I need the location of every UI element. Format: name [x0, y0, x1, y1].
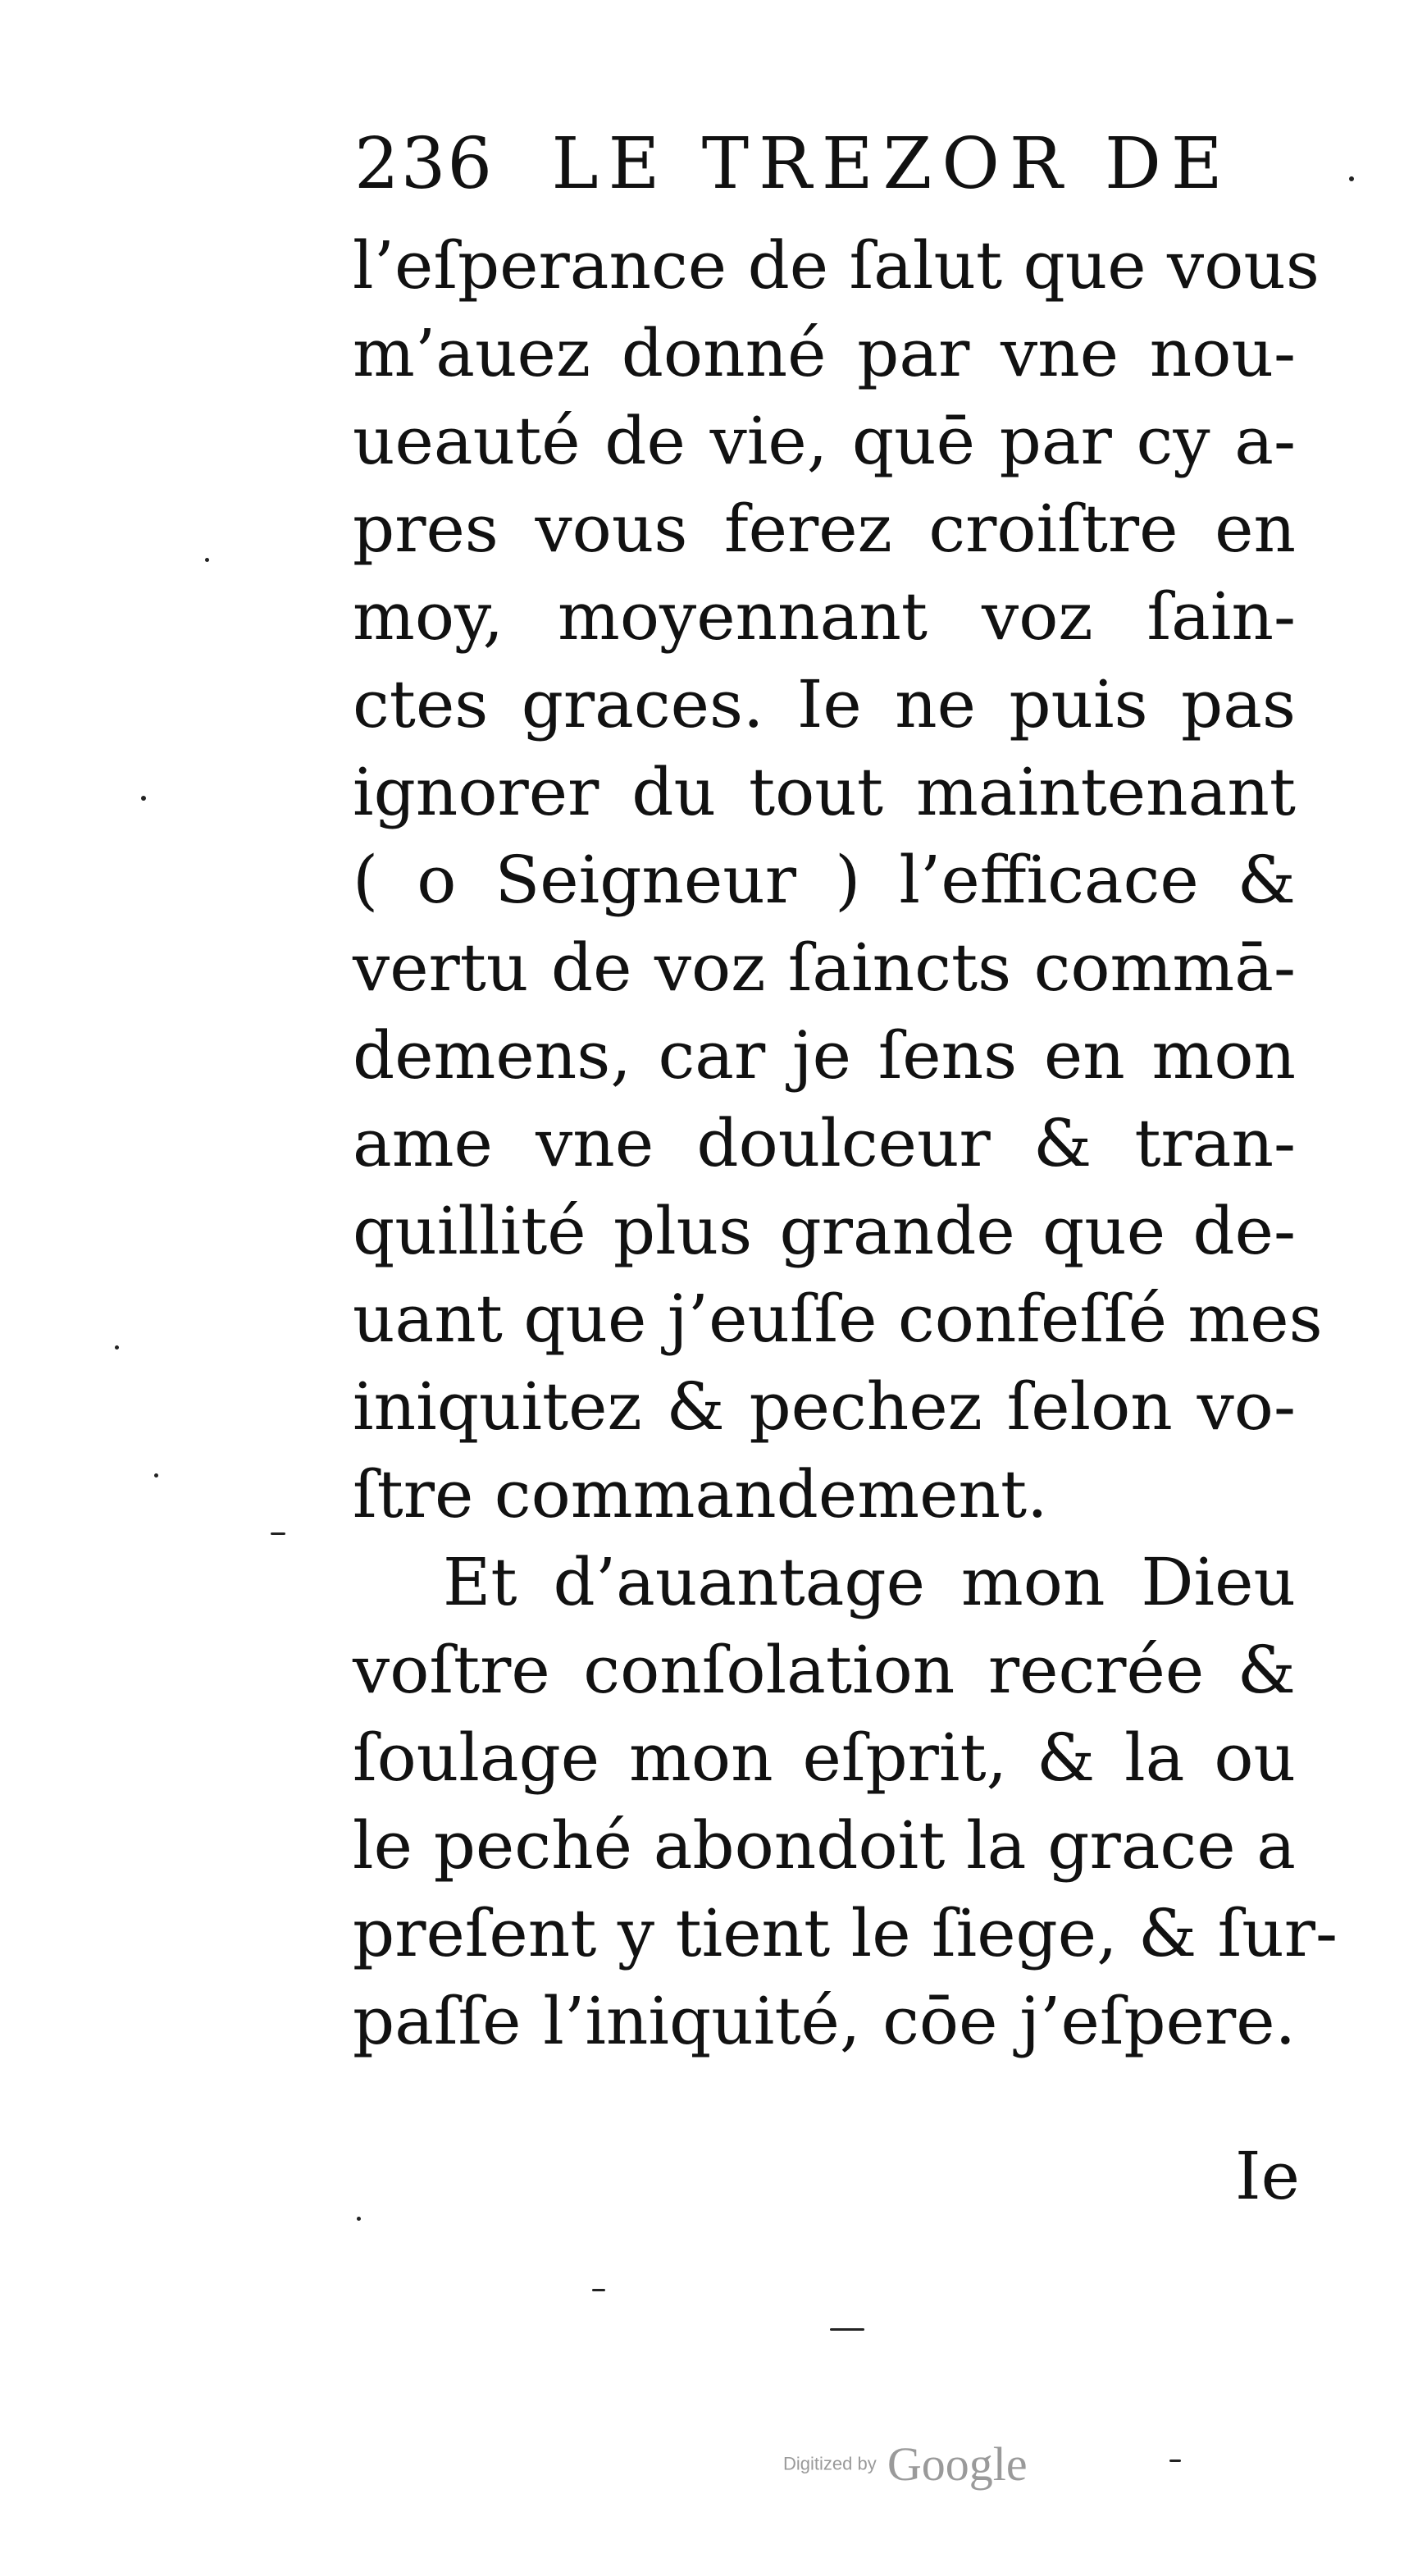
- text-line: m’auez donné par vne nou-: [353, 315, 1296, 391]
- ink-speck: [154, 1473, 158, 1478]
- ink-speck: [205, 558, 209, 562]
- text-line: paſſe l’iniquité, cōe j’eſpere.: [353, 1983, 1296, 2059]
- text-line: ( o Seigneur ) l’efficace &: [353, 842, 1296, 918]
- ink-speck: [1349, 176, 1354, 181]
- text-line: pres vous ferez croiſtre en: [353, 491, 1296, 567]
- text-line: ctes graces. Ie ne puis pas: [353, 666, 1296, 742]
- text-line: uant que j’euſſe confeſſé mes: [353, 1281, 1323, 1357]
- page-header: [354, 119, 1297, 209]
- ink-speck: [115, 1345, 119, 1350]
- text-line: l’eſperance de ſalut que vous: [353, 227, 1320, 304]
- text-line: moy, moyennant voz ſain-: [353, 578, 1296, 655]
- ink-speck: [271, 1532, 285, 1535]
- paragraph-first-line: Et d’auantage mon Dieu: [443, 1544, 1296, 1620]
- ink-speck: [830, 2328, 864, 2331]
- text-line: vertu de voz ſaincts commā-: [353, 929, 1296, 1006]
- ink-speck: [1169, 2460, 1181, 2462]
- main-text: [353, 222, 1338, 2065]
- text-line: quillité plus grande que de-: [353, 1193, 1296, 1269]
- ink-speck: [141, 796, 146, 801]
- text-line: ſoulage mon eſprit, & la ou: [353, 1720, 1296, 1796]
- text-line: ame vne doulceur & tran-: [353, 1105, 1296, 1181]
- text-line: ignorer du tout maintenant: [353, 754, 1296, 830]
- text-line: ſtre commandement.: [353, 1456, 1048, 1532]
- digitization-watermark: [783, 2437, 1070, 2519]
- text-line: preſent y tient le ſiege, & ſur-: [353, 1895, 1338, 1971]
- text-line: voſtre conſolation recrée &: [353, 1632, 1296, 1708]
- catchword: Ie: [1235, 2138, 1300, 2214]
- text-line: le peché abondoit la grace a: [353, 1807, 1296, 1884]
- text-line: ueauté de vie, quē par cy a-: [353, 403, 1296, 479]
- page-number: 236: [354, 123, 495, 205]
- text-line: demens, car je ſens en mon: [353, 1017, 1296, 1094]
- watermark-brand: Google: [887, 2437, 1028, 2491]
- ink-speck: [592, 2289, 605, 2291]
- ink-speck: [357, 2217, 361, 2221]
- text-line: iniquitez & pechez ſelon vo-: [353, 1368, 1296, 1445]
- watermark-prefix: Digitized by: [783, 2453, 877, 2474]
- running-title: LE TREZOR DE: [551, 123, 1233, 205]
